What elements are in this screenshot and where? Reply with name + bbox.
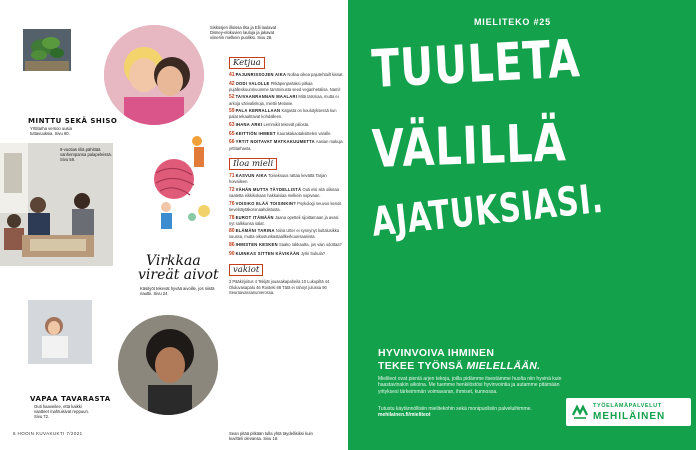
toc-item-text: Saako rakkautta, jos vain odottaa?: [278, 242, 342, 248]
toc-item-heading: PAJUNRISSOJEN AIKA: [235, 72, 287, 77]
virkkaa-caption-text: Käsityöt tekevät hyvää aivoille, jos niistä nauttii. Sivu 24.: [140, 286, 215, 296]
toc-item-heading: OODI VALOLLE: [235, 80, 270, 86]
sisters-circle-photo: [104, 25, 204, 125]
toc-item-text: Aasian makuja yrttitarhasta.: [229, 139, 343, 151]
toc-item-page-number: 86: [229, 242, 235, 249]
toc-item: [229, 173, 345, 184]
table-of-contents: [229, 52, 345, 297]
toc-item-heading: YRTIT NOITAVAT MATKAKUUMETTA: [235, 139, 315, 145]
toc-item: [229, 215, 345, 226]
ad-body-paragraph-1: Mielileot ovat pieniä arjen tekoja, joilla pidämme itsestämme huolta niin hyvinä kuin haastavinakin aikoina. Me tuemme henkilöstösi hyvinvointia ja autamme pitämään yrityksesi tärkeimmän voimavaran, ihmiset, kunnossa.: [378, 376, 562, 395]
toc-item-page-number: 66: [229, 139, 235, 146]
toc-section-iloa: [229, 153, 345, 257]
woman-illustration: [28, 300, 92, 364]
man-illustration: [118, 315, 218, 415]
toc-item: [229, 242, 345, 248]
toc-section-ketjua: [229, 52, 345, 151]
toc-item: [229, 81, 345, 92]
toc-item-text: Katjasta on koulutyksessä kun palat tekaahtavat kohdalleen.: [229, 108, 337, 120]
toc-item: [229, 108, 345, 119]
toc-item-text: Kaurakakaotaksittelen varalle.: [276, 130, 332, 136]
toc-item-page-number: 76: [229, 200, 235, 207]
ad-link[interactable]: mehilainen.fi/mieliteot: [378, 412, 431, 419]
toc-item-text: Pitkäpenjantaksi pitkaa pujälleskuunmuumme tamminusta seed veganhetalisa. Nami!: [229, 80, 341, 92]
mintu-caption-title: MINTTU SEKÄ SHISO: [28, 117, 118, 125]
toc-item-text: Psykologi neuvoo kenoit tievelitäytäkoronaahdistusta.: [229, 200, 342, 212]
virkkaa-title: [138, 254, 219, 282]
toc-section-label: Ketjua: [229, 57, 265, 69]
toc-item-page-number: 52: [229, 94, 235, 101]
toc-item: [229, 187, 345, 198]
toc-item-heading: PALA KERRALLAAN: [235, 108, 281, 114]
toc-item-heading: KEITTIÖN IHMEET: [235, 130, 276, 136]
toc-item: [229, 228, 345, 239]
subhead-line1: HYVINVOIVA IHMINEN: [378, 347, 495, 359]
toc-item: [229, 251, 345, 257]
mehilainen-logo: [566, 398, 691, 426]
logo-title: MEHILÄINEN: [593, 411, 666, 422]
ad-body-text: Tutustu käytännöllisiin mielitekohin sekä monipuolisiin palveluihimme.: [378, 406, 532, 412]
sisters-caption-text: Siskosjen illoissa Ilsa ja Elli laulavat Disney-elokuvien lauluja ja jakavat viineriin melkein puoliksi. Sivu 28.: [210, 25, 277, 40]
subhead-line2-plain: TEKEE TYÖNSÄ: [378, 360, 467, 372]
vapaa-caption-text: Outi haaveilee, että kaikki vaatteet mahtuisivat reppuun. Sivu 72.: [34, 404, 89, 419]
toc-item-text: Jyrki Sukula?: [300, 250, 326, 256]
virkkaa-title-line1: Virkkaa: [146, 253, 201, 269]
mintu-caption-text: Yrttitarha versoo uusia tuttavuuksia. Sivu 60.: [30, 126, 72, 136]
toc-list: [229, 72, 345, 151]
toc-item-page-number: 71: [229, 173, 235, 180]
toc-section-label: Iloa mieli: [229, 158, 277, 170]
toc-item-heading: IHANA ARKI: [235, 122, 263, 128]
woman-lying-photo: [28, 300, 92, 364]
toc-item-page-number: 41: [229, 72, 235, 78]
man-circle-photo: [118, 315, 218, 415]
toc-item-page-number: 65: [229, 130, 235, 137]
mint-plant-photo: [23, 29, 71, 71]
vapaa-caption-title: VAPAA TAVARASTA: [30, 395, 111, 403]
toc-list: [229, 173, 345, 257]
toc-item-text: Jaana opetteli sijoittamaan ja avasi nyt salkkunsa salat.: [229, 214, 339, 226]
toc-section-vakiot: [229, 259, 345, 294]
toc-item-text: Toiseksuus rattaa kevättä Tarjan hoivaileen.: [229, 173, 327, 185]
toc-item: [229, 94, 345, 105]
toc-item-page-number: 59: [229, 108, 235, 115]
toc-item: [229, 201, 345, 212]
toc-item-text: Mitä tatsmaa, mutta ei arkoja värivalinkoja, miettii Melanie.: [229, 94, 339, 106]
toc-item-page-number: 78: [229, 214, 235, 221]
mint-leaves-illustration: [23, 29, 71, 71]
headline-line2: VÄLILLÄ: [370, 113, 568, 180]
toc-item-page-number: 80: [229, 228, 235, 235]
sisters-illustration: [104, 25, 204, 125]
yarn-ball-illustration: [142, 133, 222, 233]
subhead-line2-emphasis: MIELELLÄÄN.: [466, 360, 541, 372]
advertisement-right-page: [348, 0, 696, 450]
subhead-line2: [378, 360, 540, 373]
mehilainen-emblem-icon: [571, 403, 589, 421]
ad-body-paragraph-2: [378, 406, 548, 419]
man-caption-text: Sean pitää pitkään tulla yhtä täydellisiksi kuin kuvitteli olevansa. Sivu 18.: [229, 431, 313, 441]
toc-item: [229, 139, 345, 150]
toc-item-page-number: 42: [229, 80, 235, 87]
toc-item-text: Nollaa oikea pajutehtailt kissat.: [287, 72, 344, 77]
toc-item-text: Lemmikit tekevät piilosta.: [263, 122, 310, 128]
toc-item-heading: IHMISTEN KESKEN: [235, 242, 278, 248]
headline-line1: TUULETA: [370, 29, 582, 100]
virkkaa-title-line2: vireät aivot: [138, 267, 219, 283]
toc-item-text: Outi elsi sitä oiikeaa vaatetta eikkikokaan hakkaisiaa melkein sopivaan.: [229, 186, 339, 199]
ad-subhead: [378, 347, 540, 373]
page-footer: 6 HOOIN KUVAKUKTI 7/2021: [13, 431, 83, 436]
toc-item-heading: KUINKAS SITTEN KÄVIKÄÄN: [235, 250, 300, 256]
toc-item-heading: EUROT ITÄMÄÄN: [235, 214, 274, 220]
headline-line3: AJATUKSIASI.: [369, 175, 606, 246]
toc-item-heading: KASVUN AIKA: [235, 173, 268, 179]
logo-subtitle: TYÖELÄMÄPALVELUT: [593, 403, 662, 409]
toc-item-heading: VOISIKO ELÄÄ TOISINKIN?: [235, 200, 297, 206]
toc-item-heading: TAIVAANRANNAN MAALARI: [235, 94, 298, 100]
toc-item-heading: VÄHÄN MUTTA TÄYDELLISTÄ: [235, 186, 302, 192]
ad-kicker: MIELITEKO #25: [474, 17, 551, 27]
toc-item: [229, 122, 345, 128]
toc-vakiot-label: vakiot: [229, 264, 263, 276]
toc-item-page-number: 63: [229, 122, 235, 129]
yarn-illustration: [142, 133, 222, 233]
toc-vakiot-text: 3 Pääkirjoitus 4 Tekijät jouasakapaheila 10 Lukupiltä 44 Oluluvasapalu 46 Rosteki 88 Tätä ei rahoyt julussa 90 Seuraavassanumerossa.: [229, 279, 330, 295]
toc-item-heading: ELÄMÄNI TARINA: [235, 228, 275, 234]
toc-item-page-number: 90: [229, 250, 235, 257]
toc-item: [229, 72, 345, 78]
toc-item-text: Niina Utter ei synnynyt kultalusikka suussa, mutta oikustunkastaallkerkuunsaanista.: [229, 228, 340, 240]
toc-item: [229, 131, 345, 137]
toc-item-page-number: 72: [229, 186, 235, 193]
family-caption-text: 9-vuotias Iiliä pähittää vanhempansa palapeleissä. Sivu 58.: [60, 147, 112, 162]
